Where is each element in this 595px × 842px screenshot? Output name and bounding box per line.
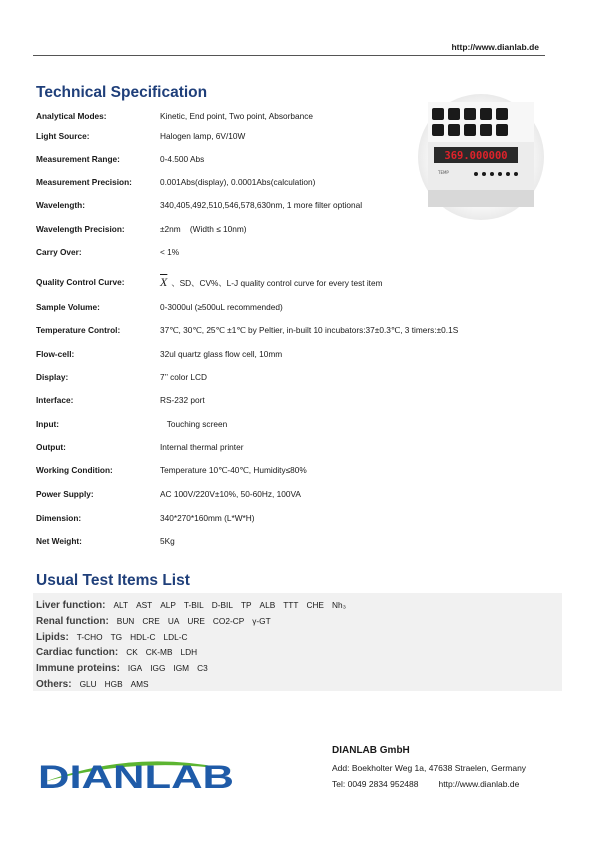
test-item: ALP [160,600,176,610]
device-display-text: 369.000000 [444,150,508,162]
test-row-liver [36,597,346,611]
spec-label: Quality Control Curve: [36,277,125,287]
test-label: Cardiac function: [36,647,119,658]
test-item: TG [110,632,123,642]
company-address: Add: Boekholter Weg 1a, 47638 Straelen, Germany [332,763,527,773]
test-item: IGG [150,663,166,673]
test-item: CK [126,647,138,657]
spec-label: Interface: [36,395,74,405]
test-item: CHE [306,600,324,610]
test-item: C3 [197,663,208,673]
test-item: IGA [127,663,143,673]
spec-value: Touching screen [160,419,228,429]
test-item: IGM [173,663,190,673]
company-name: DIANLAB GmbH [332,745,410,756]
header-url[interactable]: http://www.dianlab.de [451,42,539,52]
spec-label: Display: [36,372,69,382]
spec-label: Measurement Range: [36,154,120,164]
test-item: LDL-C [163,632,188,642]
spec-label: Analytical Modes: [36,111,107,121]
spec-title: Technical Specification [36,84,208,101]
test-item: CO2-CP [212,616,245,626]
header-rule [33,55,545,56]
test-items [118,647,197,657]
spec-label: Wavelength: [36,200,86,210]
test-item: AST [136,600,153,610]
test-label: Others: [36,679,72,690]
analyzer-device-image [416,94,546,220]
spec-value: Internal thermal printer [160,442,244,452]
spec-value: 340*270*160mm (L*W*H) [160,513,255,523]
test-item: D-BIL [211,600,233,610]
spec-value: 0.001Abs(display), 0.0001Abs(calculation) [160,177,316,187]
spec-label: Dimension: [36,513,82,523]
spec-label: Light Source: [36,131,90,141]
spec-value: RS-232 port [160,395,205,405]
qc-curve-text: 、SD、CV%、L-J quality control curve for every test item [171,278,383,288]
spec-label: Carry Over: [36,247,82,257]
company-contact [332,779,519,789]
test-item: BUN [116,616,135,626]
test-items [120,663,208,673]
test-item: GLU [79,679,97,689]
spec-value: 37℃, 30℃, 25℃ ±1℃ by Peltier, in-built 10 incubators:37±0.3℃, 3 timers:±0.1S [160,325,459,335]
tests-title: Usual Test Items List [36,572,190,589]
test-item: Nh₃ [331,600,346,610]
test-item: HGB [104,679,123,689]
spec-label: Flow-cell: [36,349,75,359]
spec-label: Wavelength Precision: [36,224,125,234]
dianlab-logo [36,752,236,792]
spec-label: Net Weight: [36,536,82,546]
test-item: CRE [142,616,160,626]
spec-label: Input: [36,419,60,429]
spec-value: Temperature 10℃-40℃, Humidity≤80% [160,465,307,475]
test-label: Renal function: [36,616,109,627]
test-label: Liver function: [36,600,106,611]
company-tel: Tel: 0049 2834 952488 [332,779,419,789]
test-item: URE [187,616,205,626]
test-items [72,679,149,689]
spec-value [160,276,383,289]
test-item: AMS [130,679,149,689]
spec-value: AC 100V/220V±10%, 50-60Hz, 100VA [160,489,301,499]
spec-label: Output: [36,442,66,452]
test-item: UA [167,616,180,626]
test-label: Lipids: [36,632,69,643]
test-item: ALB [259,600,276,610]
test-row-others [36,676,149,690]
device-panel-label: TEMP [438,170,449,175]
test-item: LDH [180,647,198,657]
spec-label: Measurement Precision: [36,177,132,187]
mean-symbol: $\overline{X}$ [160,275,168,289]
test-item: TTT [283,600,299,610]
spec-value: 0-3000ul (≥500uL recommended) [160,302,283,312]
test-item: HDL-C [130,632,156,642]
spec-value: 0-4.500 Abs [160,154,205,164]
spec-label: Sample Volume: [36,302,100,312]
test-row-cardiac [36,644,197,658]
test-item: T-BIL [183,600,204,610]
spec-value: 5Kg [160,536,175,546]
company-url[interactable]: http://www.dianlab.de [438,779,520,789]
test-row-renal [36,613,271,627]
test-label: Immune proteins: [36,663,120,674]
test-items [105,600,346,610]
test-items [69,632,188,642]
spec-label: Working Condition: [36,465,113,475]
test-row-lipids [36,629,187,643]
test-item: ALT [113,600,129,610]
spec-value: Kinetic, End point, Two point, Absorbance [160,111,313,121]
spec-value: Halogen lamp, 6V/10W [160,131,246,141]
logo-text: DIANLAB [38,759,234,792]
test-item: TP [240,600,252,610]
spec-value: 32ul quartz glass flow cell, 10mm [160,349,283,359]
test-item: T-CHO [76,632,103,642]
spec-label: Power Supply: [36,489,94,499]
test-item: γ-GT [252,616,271,626]
test-row-immune [36,660,208,674]
test-items [109,616,271,626]
test-item: CK-MB [145,647,173,657]
spec-value: < 1% [160,247,180,257]
spec-value: 340,405,492,510,546,578,630nm, 1 more filter optional [160,200,363,210]
spec-value: ±2nm (Width ≤ 10nm) [160,224,247,234]
spec-value: 7’’ color LCD [160,372,208,382]
spec-label: Temperature Control: [36,325,121,335]
